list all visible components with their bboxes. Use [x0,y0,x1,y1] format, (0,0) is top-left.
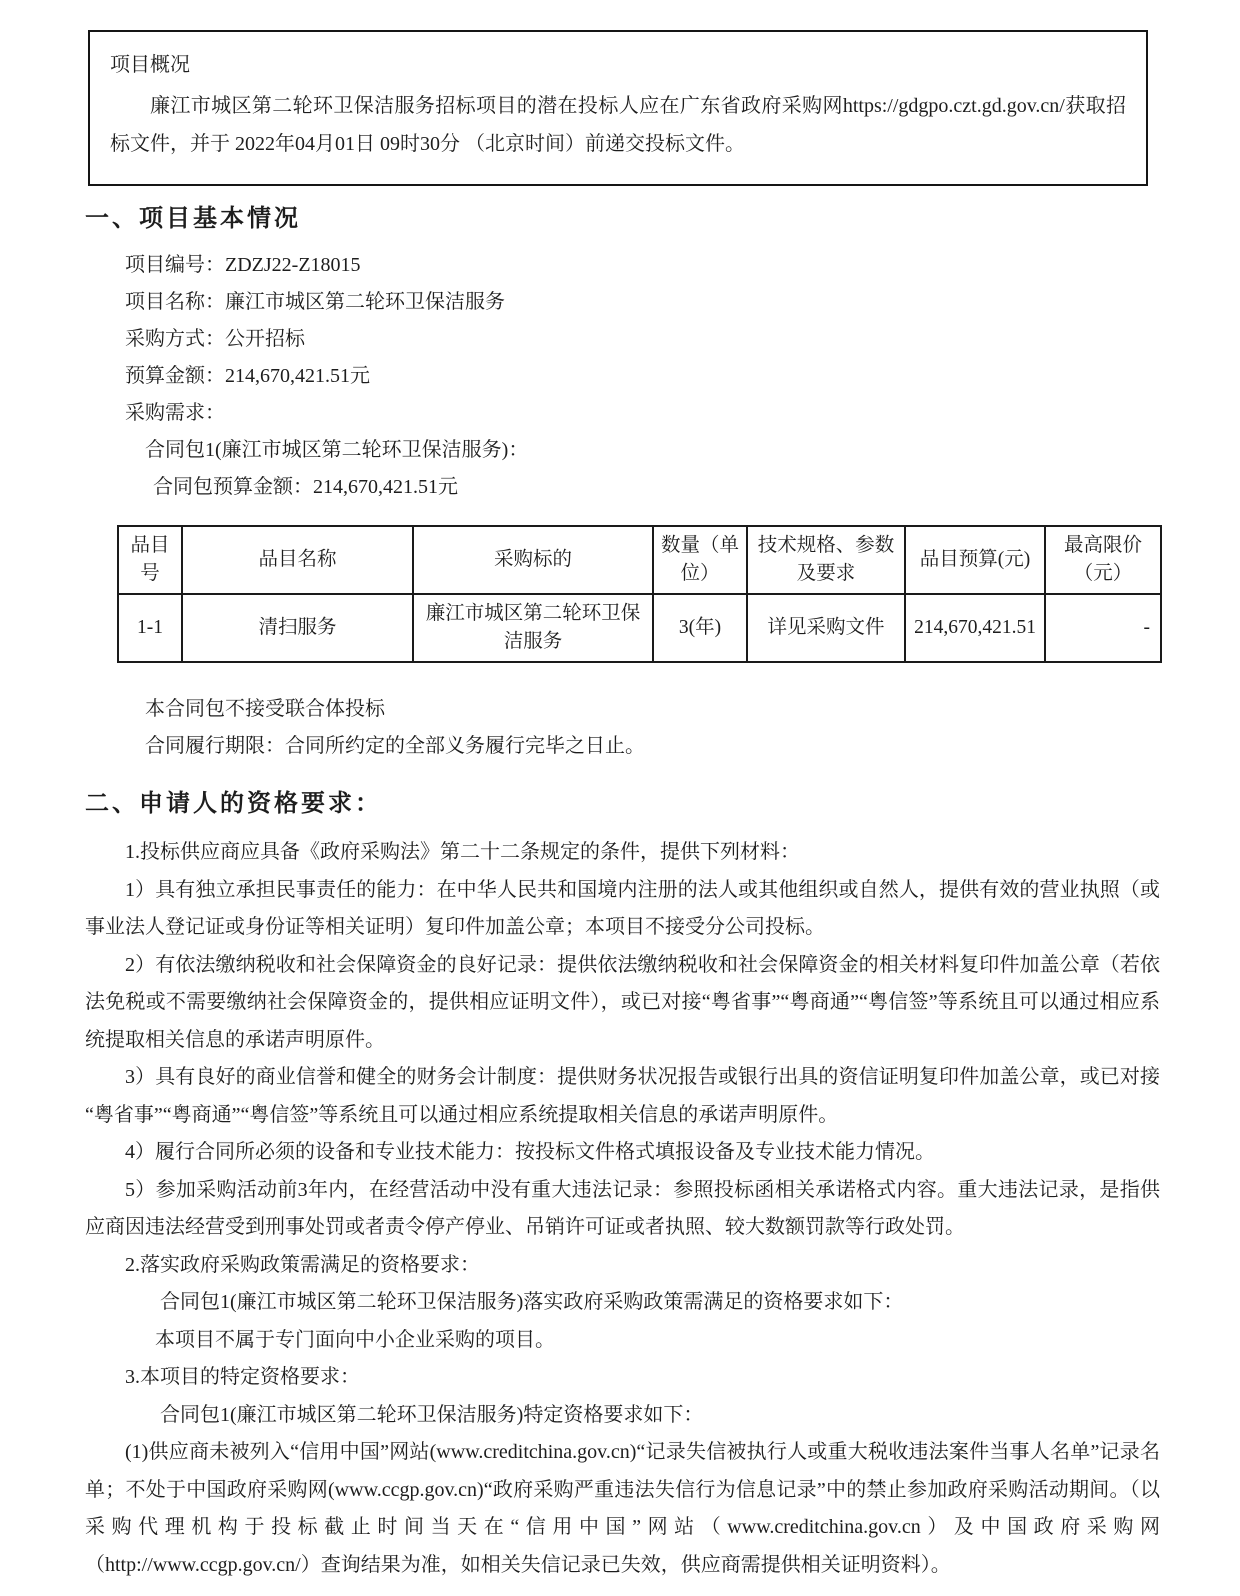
section2-heading: 二、申请人的资格要求： [85,791,382,817]
header-max-price: 最高限价（元） [1045,526,1161,594]
specific-requirement-credit: (1)供应商未被列入“信用中国”网站(www.creditchina.gov.cn)“记录失信被执行人或重大税收违法案件当事人名单”记录名单；不处于中国政府采购网(www.ccgp.gov.cn)“政府采购严重违法失信行为信息记录”中的禁止参加政府采购活动期间。（以采购代理机构于投标截止时间当天在“信用中国”网站（www.creditchina.gov.cn）及中国政府采购网（http://www.ccgp.gov.cn/）查询结果为准，如相关失信记录已失效，供应商需提供相关证明资料）。 [85,1441,1160,1576]
qualification-item-1: 1）具有独立承担民事责任的能力：在中华人民共和国境内注册的法人或其他组织或自然人，提供有效的营业执照（或事业法人登记证或身份证等相关证明）复印件加盖公章；本项目不接受分公司投标。 [85,878,1160,938]
items-table-row [118,594,1161,662]
field-budget-amount-value: 214,670,421.51元 [225,365,370,387]
specific-requirement-package: 合同包1(廉江市城区第二轮环卫保洁服务)特定资格要求如下： [160,1403,704,1426]
qualification-item-4: 4）履行合同所必须的设备和专业技术能力：按投标文件格式填报设备及专业技术能力情况。 [125,1141,935,1163]
qualification-intro: 1.投标供应商应具备《政府采购法》第二十二条规定的条件，提供下列材料： [125,841,800,863]
contract-package-title: 合同包1(廉江市城区第二轮环卫保洁服务)： [145,439,529,461]
field-project-name [85,284,1160,321]
field-procurement-method-label: 采购方式： [125,328,225,350]
qualification-item-2: 2）有依法缴纳税收和社会保障资金的良好记录：提供依法缴纳税收和社会保障资金的相关材料复印件加盖公章（若依法免税或不需要缴纳社会保障资金的，提供相应证明文件），或已对接“粤省事”“粤商通”“粤信签”等系统且可以通过相应系统提取相关信息的承诺声明原件。 [85,953,1160,1051]
field-project-name-value: 廉江市城区第二轮环卫保洁服务 [225,291,505,313]
section1-heading: 一、项目基本情况 [85,206,301,232]
field-procurement-method-value: 公开招标 [225,328,305,350]
field-budget-amount [85,358,1160,395]
note-contract-period: 合同履行期限：合同所约定的全部义务履行完毕之日止。 [145,735,645,757]
cell-tech-specs: 详见采购文件 [747,594,905,662]
header-tech-specs: 技术规格、参数及要求 [747,526,905,594]
cell-procurement-subject: 廉江市城区第二轮环卫保洁服务 [413,594,653,662]
qualification-item-3: 3）具有良好的商业信誉和健全的财务会计制度：提供财务状况报告或银行出具的资信证明复印件加盖公章，或已对接“粤省事”“粤商通”“粤信签”等系统且可以通过相应系统提取相关信息的承诺声明原件。 [85,1066,1160,1126]
cell-item-number: 1-1 [118,594,182,662]
header-procurement-subject: 采购标的 [413,526,653,594]
policy-requirement-heading: 2.落实政府采购政策需满足的资格要求： [125,1253,480,1276]
field-procurement-method [85,321,1160,358]
project-overview-box [88,30,1148,186]
field-project-number-label: 项目编号： [125,254,225,276]
cell-quantity-unit: 3(年) [653,594,747,662]
field-project-number [85,247,1160,284]
policy-requirement-sme-note: 本项目不属于专门面向中小企业采购的项目。 [155,1328,555,1351]
field-budget-amount-label: 预算金额： [125,365,225,387]
specific-requirement-heading: 3.本项目的特定资格要求： [125,1366,360,1388]
field-procurement-demand-label: 采购需求： [125,402,225,424]
qualification-item-5: 5）参加采购活动前3年内，在经营活动中没有重大违法记录：参照投标函相关承诺格式内容。重大违法记录，是指供应商因违法经营受到刑事处罚或者责令停产停业、吊销许可证或者执照、较大数额罚款等行政处罚。 [85,1178,1160,1238]
field-project-name-label: 项目名称： [125,291,225,313]
field-procurement-demand [85,395,1160,432]
overview-body: 廉江市城区第二轮环卫保洁服务招标项目的潜在投标人应在广东省政府采购网https://gdgpo.czt.gd.gov.cn/获取招标文件，并于 2022年04月01日 09时30分 （北京时间）前递交投标文件。 [110,95,1126,155]
overview-title: 项目概况 [110,54,190,76]
policy-requirement-package: 合同包1(廉江市城区第二轮环卫保洁服务)落实政府采购政策需满足的资格要求如下： [160,1291,904,1313]
header-item-budget: 品目预算(元) [905,526,1045,594]
cell-item-budget: 214,670,421.51 [905,594,1045,662]
items-table-header-row [118,526,1161,594]
header-quantity-unit: 数量（单位） [653,526,747,594]
cell-max-price: - [1045,594,1161,662]
header-item-number: 品目号 [118,526,182,594]
header-item-name: 品目名称 [182,526,413,594]
items-table [117,525,1162,663]
note-no-consortium: 本合同包不接受联合体投标 [145,698,385,720]
cell-item-name: 清扫服务 [182,594,413,662]
table-notes [85,691,1160,765]
contract-package-budget: 合同包预算金额：214,670,421.51元 [153,476,458,498]
field-project-number-value: ZDZJ22-Z18015 [225,254,361,276]
